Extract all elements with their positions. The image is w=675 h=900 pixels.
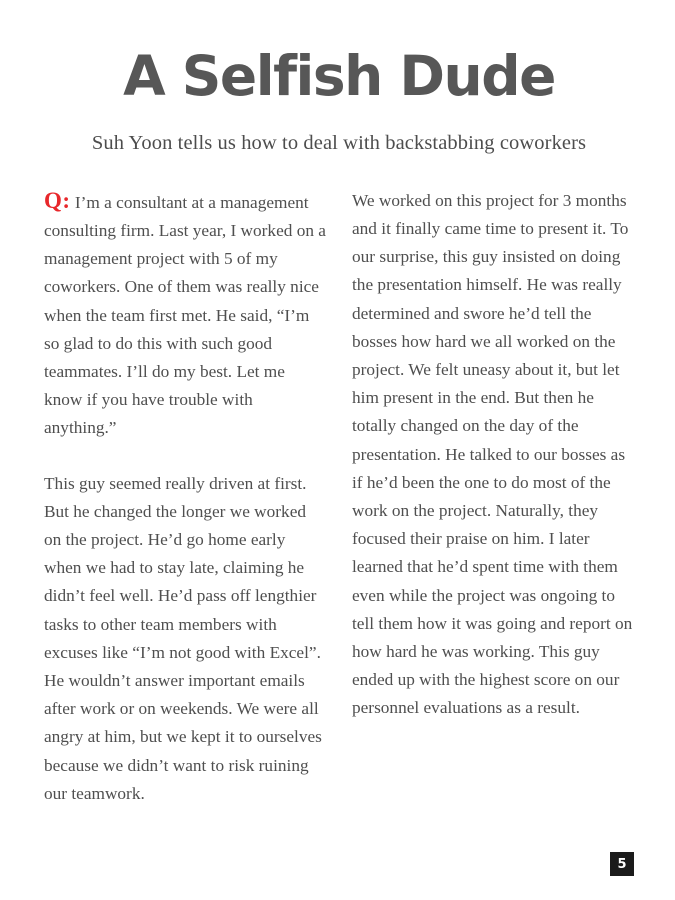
paragraph-left-1-text: I’m a consultant at a management consulting firm. Last year, I worked on a management project with 5 of my coworkers. One of them was really nice when the team first met. He said, “I’m so glad to do this with such good teammates. I’ll do my best. Let me know if you have trouble with anything.” <box>44 192 326 438</box>
page-content <box>44 0 634 900</box>
question-marker: Q: <box>44 187 71 213</box>
page-title: A Selfish Dude <box>123 44 555 108</box>
column-right <box>352 187 634 808</box>
paragraph-left-2: This guy seemed really driven at first. But he changed the longer we worked on the project. He’d go home early when we had to stay late, claiming he didn’t feel well. He’d pass off lengthier tasks to other team members with excuses like “I’m not good with Excel”. He wouldn’t answer important emails after work or on weekends. We were all angry at him, but we kept it to ourselves because we didn’t want to risk ruining our teamwork. <box>44 473 322 803</box>
paragraph-right-1: We worked on this project for 3 months and it finally came time to present it. To our surprise, this guy insisted on doing the presentation himself. He was really determined and swore he’d tell the bosses how hard we all worked on the project. We felt uneasy about it, but let him present in the end. But then he totally changed on the day of the presentation. He talked to our bosses as if he’d been the one to do most of the work on the project. Naturally, they focused their praise on him. I later learned that he’d spent time with them even while the project was ongoing to tell them how it was going and report on how hard he was working. This guy ended up with the highest score on our personnel evaluations as a result. <box>352 190 633 718</box>
paragraph-left-1 <box>44 187 326 443</box>
article-body <box>44 155 634 808</box>
column-left <box>44 187 326 808</box>
page-number-badge: 5 <box>610 852 634 876</box>
article-subtitle: Suh Yoon tells us how to deal with backstabbing coworkers <box>91 131 587 154</box>
